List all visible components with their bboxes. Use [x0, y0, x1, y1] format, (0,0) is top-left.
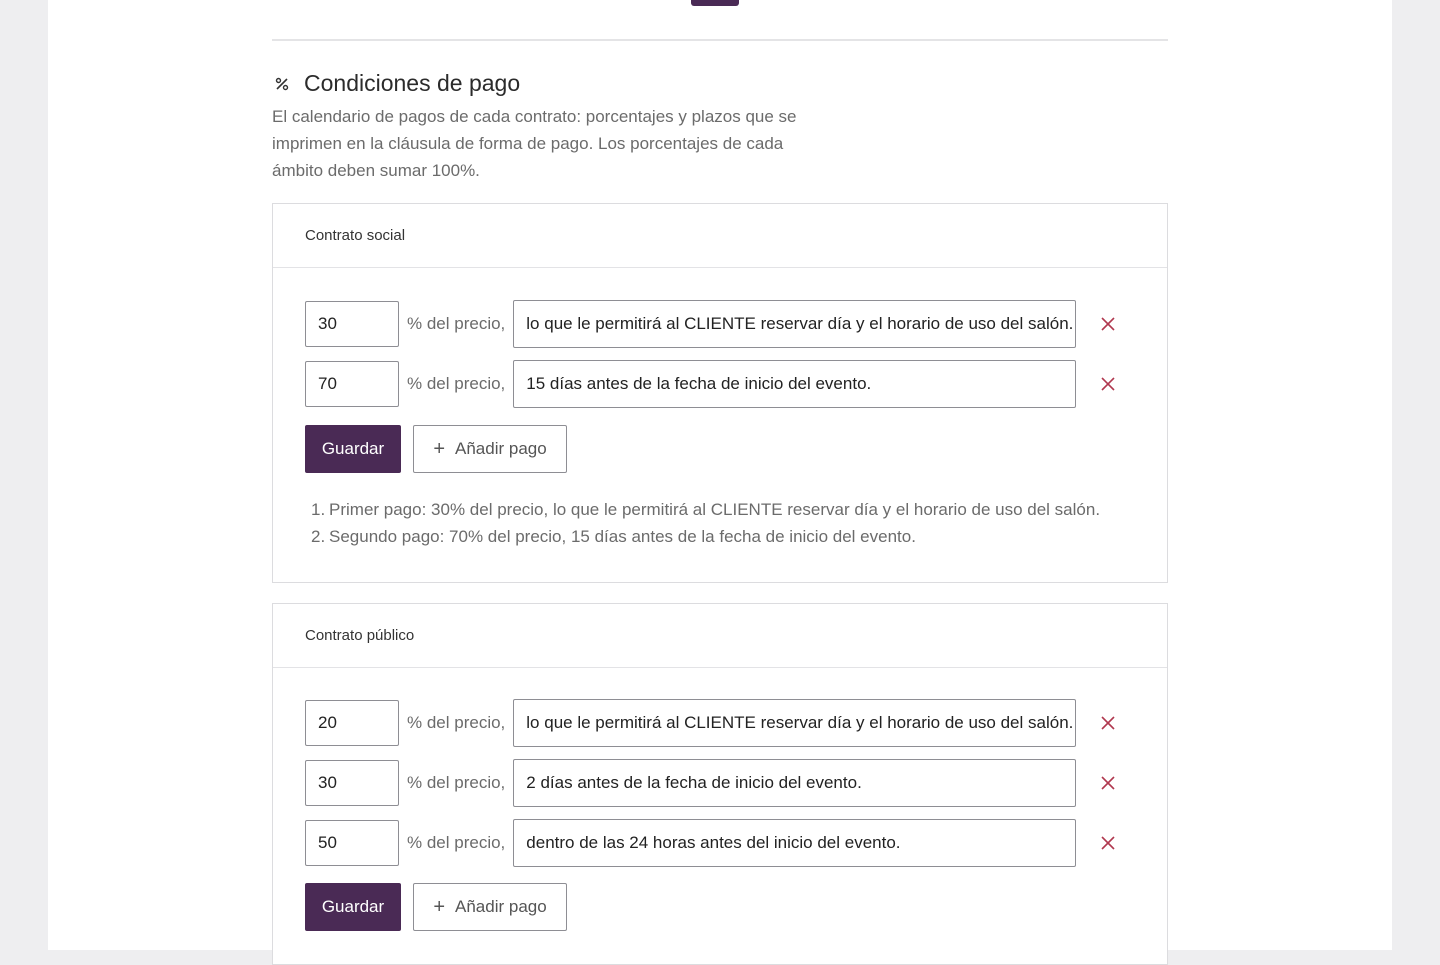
payment-term-input[interactable]: [513, 819, 1076, 867]
close-icon: [1101, 776, 1115, 790]
remove-payment-button[interactable]: [1096, 312, 1120, 336]
payment-row: [305, 819, 1120, 867]
active-tab-indicator: [691, 0, 739, 6]
payment-row: [305, 360, 1120, 408]
payment-term-input[interactable]: [513, 759, 1076, 807]
remove-payment-button[interactable]: [1096, 372, 1120, 396]
payment-term-input[interactable]: [513, 699, 1076, 747]
payment-row: [305, 699, 1120, 747]
card-actions: [305, 883, 567, 931]
card-actions: [305, 425, 567, 473]
percent-label: % del precio,: [407, 833, 506, 852]
section-header: [272, 70, 520, 97]
percent-input[interactable]: [305, 700, 399, 746]
payment-term-input[interactable]: [513, 300, 1076, 348]
contract-card-public: [272, 603, 1168, 965]
payment-row: [305, 759, 1120, 807]
close-icon: [1101, 317, 1115, 331]
contract-card-social: [272, 203, 1168, 583]
plus-icon: +: [433, 437, 445, 460]
percent-input[interactable]: [305, 820, 399, 866]
remove-payment-button[interactable]: [1096, 711, 1120, 735]
add-payment-button[interactable]: [413, 425, 567, 473]
remove-payment-button[interactable]: [1096, 831, 1120, 855]
summary-item: 1. Primer pago: 30% del precio, lo que le permitirá al CLIENTE reservar día y el horario de uso del salón.: [311, 500, 1101, 519]
add-payment-button[interactable]: [413, 883, 567, 931]
save-button[interactable]: Guardar: [305, 425, 401, 473]
card-title: Contrato público: [273, 604, 1167, 668]
percent-input[interactable]: [305, 301, 399, 347]
add-payment-label: Añadir pago: [455, 439, 547, 458]
percent-icon: [272, 74, 292, 94]
close-icon: [1101, 716, 1115, 730]
percent-input[interactable]: [305, 760, 399, 806]
close-icon: [1101, 377, 1115, 391]
add-payment-label: Añadir pago: [455, 897, 547, 916]
summary-item: 2. Segundo pago: 70% del precio, 15 días antes de la fecha de inicio del evento.: [311, 527, 916, 546]
divider: [272, 39, 1168, 41]
percent-label: % del precio,: [407, 374, 506, 393]
save-button[interactable]: Guardar: [305, 883, 401, 931]
percent-input[interactable]: [305, 361, 399, 407]
section-title: Condiciones de pago: [304, 70, 521, 96]
plus-icon: +: [433, 895, 445, 918]
section-description: El calendario de pagos de cada contrato: porcentajes y plazos que se imprimen en la cláusula de forma de pago. Los porcentajes de cada ámbito deben sumar 100%.: [272, 107, 797, 180]
page: [48, 0, 1392, 950]
payment-row: [305, 300, 1120, 348]
percent-label: % del precio,: [407, 773, 506, 792]
percent-label: % del precio,: [407, 314, 506, 333]
remove-payment-button[interactable]: [1096, 771, 1120, 795]
payment-summary-list: [311, 496, 1101, 550]
payment-term-input[interactable]: [513, 360, 1076, 408]
card-title: Contrato social: [273, 204, 1167, 268]
close-icon: [1101, 836, 1115, 850]
percent-label: % del precio,: [407, 713, 506, 732]
